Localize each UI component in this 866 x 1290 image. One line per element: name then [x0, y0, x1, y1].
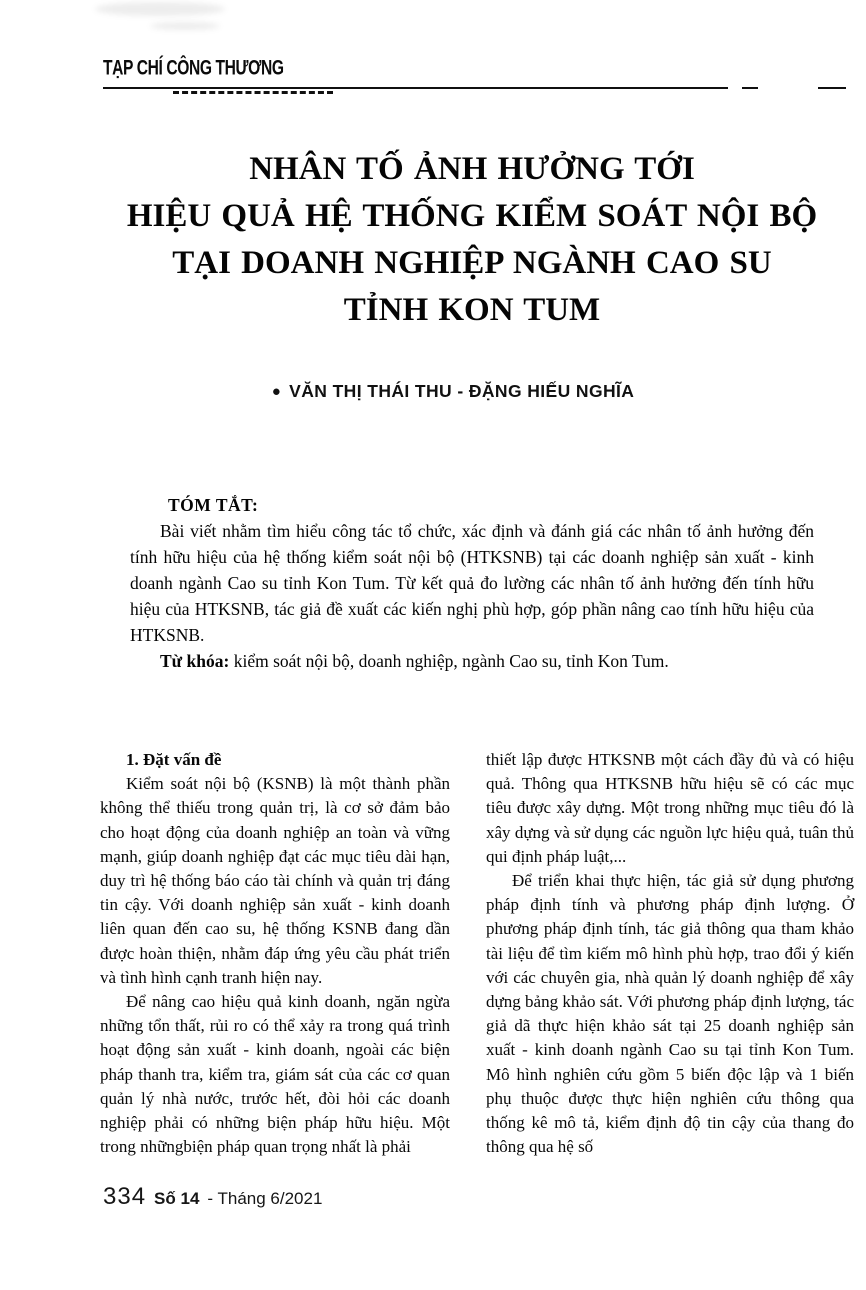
title-line-3: TẠI DOANH NGHIỆP NGÀNH CAO SU — [172, 245, 772, 281]
author-bullet-icon: ● — [271, 383, 282, 400]
body-paragraph: Để nâng cao hiệu quả kinh doanh, ngăn ngừa những tổn thất, rủi ro có thể xảy ra trong quá trình hoạt động sản xuất - kinh doanh, ngoài các biện pháp thanh tra, kiểm tra, giám sát của các cơ quan quản lý nhà nước, trước hết, đòi hỏi các doanh nghiệp phải có những biện pháp hữu hiệu. Một trong nhữngbiện pháp quan trọng nhất là phải — [100, 992, 450, 1157]
scan-smudge — [150, 22, 220, 30]
title-line-4: TỈNH KON TUM — [343, 292, 601, 328]
body-columns — [100, 748, 854, 1159]
abstract-text: Bài viết nhằm tìm hiểu công tác tổ chức, xác định và đánh giá các nhân tố ảnh hưởng đến tính hữu hiệu của hệ thống kiểm soát nội bộ (HTKSNB) tại các doanh nghiệp sản xuất - kinh doanh ngành Cao su tỉnh Kon Tum. Từ kết quả đo lường các nhân tố ảnh hưởng đến tính hữu hiệu của HTKSNB, tác giả đề xuất các kiến nghị phù hợp, góp phần nâng cao tính hữu hiệu của HTKSNB. — [130, 521, 814, 645]
issue-label: Số 14 — [154, 1189, 200, 1208]
keywords-text: kiểm soát nội bộ, doanh nghiệp, ngành Cao su, tỉnh Kon Tum. — [229, 651, 669, 671]
abstract-heading: TÓM TẮT: — [168, 495, 259, 515]
body-paragraph: Kiểm soát nội bộ (KSNB) là một thành phần không thể thiếu trong quản trị, là cơ sở đảm bảo cho hoạt động của doanh nghiệp an toàn và vững mạnh, giúp doanh nghiệp đạt các mục tiêu dài hạn, duy trì hệ thống báo cáo tài chính và quản trị đáng tin cậy. Với doanh nghiệp sản xuất - kinh doanh liên quan đến cao su, hệ thống KSNB đang dần được hoàn thiện, nhằm đáp ứng yêu cầu phát triển và tình hình cạnh tranh hiện nay. — [100, 774, 450, 987]
issue-date: - Tháng 6/2021 — [207, 1189, 323, 1208]
body-paragraph: thiết lập được HTKSNB một cách đầy đủ và có hiệu quả. Thông qua HTKSNB hữu hiệu sẽ có các mục tiêu được xây dựng. Một trong những mục tiêu đó là xây dựng và sử dụng các nguồn lực hiệu quả, tuân thủ qui định pháp luật,... — [486, 750, 854, 866]
section-1-heading: 1. Đặt vấn đề — [126, 750, 222, 769]
journal-name: TẠP CHÍ CÔNG THƯƠNG — [103, 56, 284, 80]
keywords-line — [130, 648, 814, 674]
author-names: VĂN THỊ THÁI THU - ĐẶNG HIẾU NGHĨA — [289, 381, 635, 401]
left-column — [100, 748, 450, 1159]
page-footer — [103, 1183, 322, 1211]
body-paragraph: Để triển khai thực hiện, tác giả sử dụng phương pháp định tính và phương pháp định lượng. Ở phương pháp định tính, tác giả thông qua tham khảo tài liệu để tìm kiếm mô hình phù hợp, trao đổi ý kiến với các chuyên gia, nhà quản lý doanh nghiệp để xây dựng bảng khảo sát. Với phương pháp định lượng, tác giả dã thực hiện khảo sát tại 25 doanh nghiệp sản xuất - kinh doanh ngành Cao su tại tỉnh Kon Tum. Mô hình nghiên cứu gồm 5 biến độc lập và 1 biến phụ thuộc được thực hiện nghiên cứu thông qua thống kê mô tả, kiểm định độ tin cậy của thang đo thông qua hệ số — [486, 871, 854, 1157]
rule-dashes — [173, 91, 333, 94]
keywords-label: Từ khóa: — [160, 651, 230, 671]
title-line-1: NHÂN TỐ ẢNH HƯỞNG TỚI — [249, 151, 695, 187]
right-column — [486, 748, 854, 1159]
page-header — [103, 58, 846, 89]
title-line-2: HIỆU QUẢ HỆ THỐNG KIỂM SOÁT NỘI BỘ — [126, 198, 818, 234]
abstract-section — [130, 492, 814, 674]
header-rule — [103, 87, 846, 89]
rule-gap — [728, 86, 742, 90]
scan-smudge — [95, 2, 225, 16]
authors-line — [100, 381, 806, 402]
rule-gap — [758, 86, 818, 90]
article-title — [100, 146, 844, 334]
page-number: 334 — [103, 1183, 147, 1210]
